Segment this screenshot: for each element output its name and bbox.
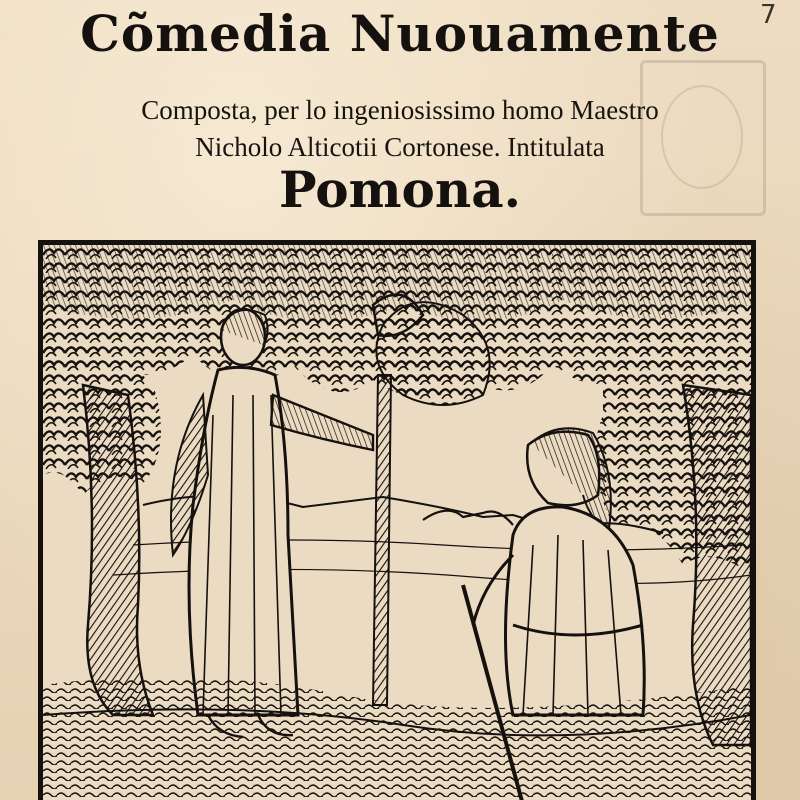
woodcut-illustration — [38, 240, 756, 800]
page-title: Cõmedia Nuouamente — [80, 4, 720, 63]
pencil-mark: 7 — [760, 0, 777, 30]
subtitle-line-1: Composta, per lo ingeniosissimo homo Maestro — [141, 95, 659, 125]
woodcut-drawing — [43, 245, 751, 800]
subtitle-line-2: Nicholo Alticotii Cortonese. Intitulata — [195, 132, 605, 162]
title-pomona: Pomona. — [278, 160, 522, 219]
